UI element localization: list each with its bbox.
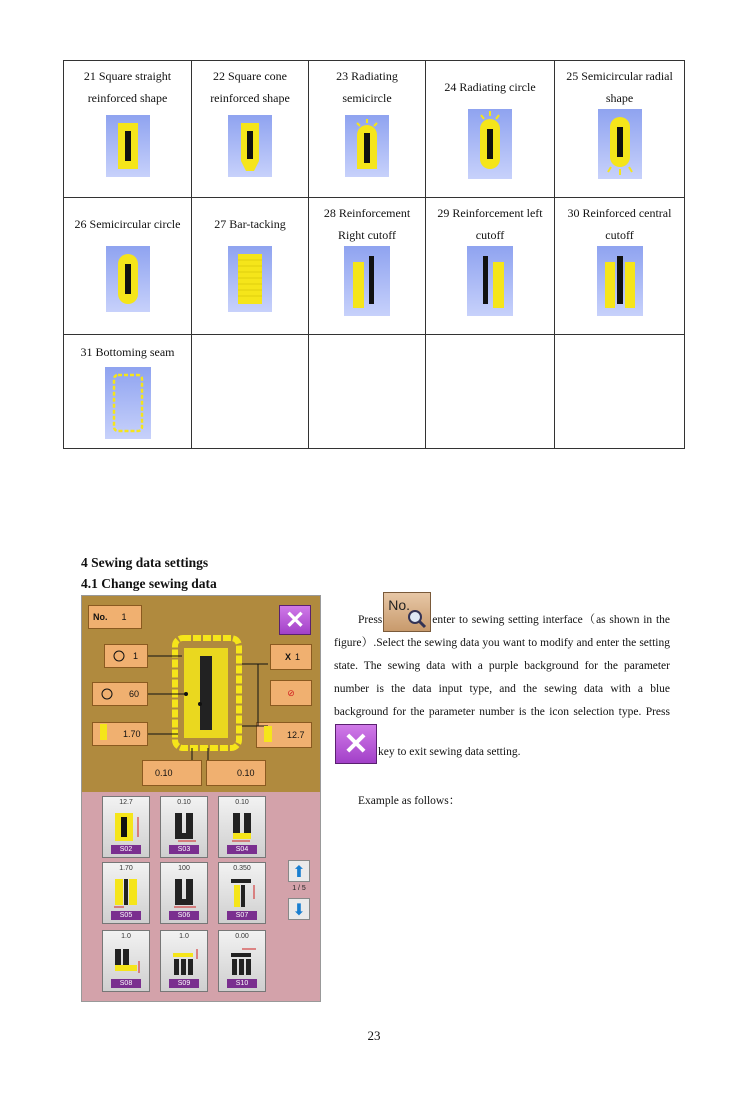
instruction-paragraph bbox=[334, 592, 670, 764]
shape-cell-24 bbox=[426, 61, 555, 198]
param-button-s06[interactable] bbox=[160, 862, 208, 924]
shape-label: 30 Reinforced central cutoff bbox=[567, 206, 672, 242]
page-number: 23 bbox=[367, 1028, 381, 1043]
shape-label: 21 Square straight reinforced shape bbox=[83, 69, 172, 105]
empty-cell bbox=[309, 335, 426, 449]
param-button-s07[interactable] bbox=[218, 862, 266, 924]
width-value: 1.70 bbox=[123, 729, 141, 739]
param-shape-icon bbox=[112, 877, 142, 909]
param-value: 1.70 bbox=[119, 865, 133, 872]
param-value: 1.0 bbox=[179, 933, 189, 940]
right-gap-value: 0.10 bbox=[237, 768, 255, 778]
param-value: 0.10 bbox=[177, 799, 191, 806]
param-shape-icon bbox=[228, 811, 258, 843]
instruction-text-2: key to exit sewing data setting. bbox=[378, 746, 521, 758]
reinforced-central-cutoff-shape-icon bbox=[597, 246, 643, 316]
param-code: S04 bbox=[227, 845, 257, 854]
square-straight-shape-icon bbox=[106, 115, 150, 177]
shape-label: 29 Reinforcement left cutoff bbox=[437, 206, 543, 242]
buttonhole-shape-table bbox=[63, 60, 685, 449]
shape-cell-27 bbox=[192, 198, 309, 335]
shape-label: 31 Bottoming seam bbox=[80, 345, 175, 359]
page-up-button[interactable]: ⬆ bbox=[288, 860, 310, 882]
radiating-circle-shape-icon bbox=[468, 109, 512, 179]
square-cone-shape-icon bbox=[228, 115, 272, 177]
page-down-button[interactable]: ⬇ bbox=[288, 898, 310, 920]
page-indicator: 1 / 5 bbox=[292, 885, 306, 892]
param-button-s05[interactable] bbox=[102, 862, 150, 924]
section-heading: 4 Sewing data settings bbox=[81, 555, 209, 570]
param-value: 0.350 bbox=[233, 865, 251, 872]
empty-cell bbox=[192, 335, 309, 449]
multiplier-value: 1 bbox=[295, 652, 301, 662]
param-shape-icon bbox=[228, 945, 258, 977]
shape-cell-22 bbox=[192, 61, 309, 198]
press-text: Press bbox=[358, 614, 383, 626]
screen-preview-area bbox=[82, 596, 321, 792]
no-key-label: No. bbox=[388, 597, 411, 613]
param-code: S10 bbox=[227, 979, 257, 988]
speed-value: 60 bbox=[129, 689, 140, 699]
cut-toggle-box[interactable]: ⊘ bbox=[270, 680, 312, 706]
param-code: S03 bbox=[169, 845, 199, 854]
param-value: 12.7 bbox=[119, 799, 133, 806]
param-button-s04[interactable] bbox=[218, 796, 266, 858]
close-button[interactable]: ✕ bbox=[279, 605, 311, 635]
semicircular-radial-shape-icon bbox=[598, 109, 642, 179]
sewing-data-screen bbox=[81, 595, 321, 1002]
param-shape-icon bbox=[112, 811, 142, 843]
example-label: Example as follows： bbox=[358, 795, 461, 807]
shape-cell-30 bbox=[555, 198, 685, 335]
param-value: 100 bbox=[178, 865, 190, 872]
length-value: 12.7 bbox=[287, 730, 305, 740]
semicircular-circle-shape-icon bbox=[106, 246, 150, 312]
param-button-s02[interactable] bbox=[102, 796, 150, 858]
shape-label: 26 Semicircular circle bbox=[74, 217, 181, 231]
param-shape-icon bbox=[228, 877, 258, 909]
buttonhole-preview-icon bbox=[82, 596, 321, 792]
param-value: 0.00 bbox=[235, 933, 249, 940]
reinforcement-right-cutoff-shape-icon bbox=[344, 246, 390, 316]
param-code: S05 bbox=[111, 911, 141, 920]
param-button-s08[interactable] bbox=[102, 930, 150, 992]
shape-cell-23 bbox=[309, 61, 426, 198]
shape-label: 23 Radiating semicircle bbox=[336, 69, 398, 105]
magnifier-icon bbox=[405, 607, 427, 629]
shape-label: 25 Semicircular radial shape bbox=[566, 69, 673, 105]
left-gap-value: 0.10 bbox=[155, 768, 173, 778]
radiating-semicircle-shape-icon bbox=[345, 115, 389, 177]
no-key-icon bbox=[383, 592, 431, 632]
reinforcement-left-cutoff-shape-icon bbox=[467, 246, 513, 316]
param-shape-icon bbox=[112, 945, 142, 977]
pattern-number-value: 1 bbox=[121, 612, 127, 622]
param-code: S02 bbox=[111, 845, 141, 854]
param-button-s10[interactable] bbox=[218, 930, 266, 992]
param-value: 1.0 bbox=[121, 933, 131, 940]
bar-tacking-shape-icon bbox=[228, 246, 272, 312]
subsection-heading: 4.1 Change sewing data bbox=[81, 576, 217, 591]
shape-cell-21 bbox=[64, 61, 192, 198]
param-button-s03[interactable] bbox=[160, 796, 208, 858]
shape-cell-28 bbox=[309, 198, 426, 335]
param-shape-icon bbox=[170, 877, 200, 909]
shape-cell-25 bbox=[555, 61, 685, 198]
shape-label: 22 Square cone reinforced shape bbox=[210, 69, 290, 105]
shape-label: 24 Radiating circle bbox=[444, 80, 536, 94]
param-code: S06 bbox=[169, 911, 199, 920]
bottoming-seam-shape-icon bbox=[105, 367, 151, 439]
stitch-count-value: 1 bbox=[133, 651, 139, 661]
multiplier-label: X bbox=[285, 652, 292, 662]
instruction-text-1: enter to sewing setting interface（as shown in the figure）.Select the sewing data you want to modify and enter the setting state. The sewing data with a purple background for the parameter number is the data input type, and the sewing data with a blue background for the parameter number is the icon selection type. Press bbox=[334, 614, 670, 718]
parameter-panel bbox=[82, 792, 321, 1002]
no-label: No. bbox=[93, 612, 108, 622]
shape-label: 27 Bar-tacking bbox=[214, 217, 286, 231]
param-code: S08 bbox=[111, 979, 141, 988]
param-shape-icon bbox=[170, 811, 200, 843]
shape-cell-29 bbox=[426, 198, 555, 335]
shape-label: 28 Reinforcement Right cutoff bbox=[323, 206, 411, 242]
param-code: S09 bbox=[169, 979, 199, 988]
shape-cell-26 bbox=[64, 198, 192, 335]
param-button-s09[interactable] bbox=[160, 930, 208, 992]
param-code: S07 bbox=[227, 911, 257, 920]
shape-cell-31 bbox=[64, 335, 192, 449]
param-value: 0.10 bbox=[235, 799, 249, 806]
empty-cell bbox=[555, 335, 685, 449]
param-shape-icon bbox=[170, 945, 200, 977]
close-key-icon: ✕ bbox=[335, 724, 377, 764]
empty-cell bbox=[426, 335, 555, 449]
